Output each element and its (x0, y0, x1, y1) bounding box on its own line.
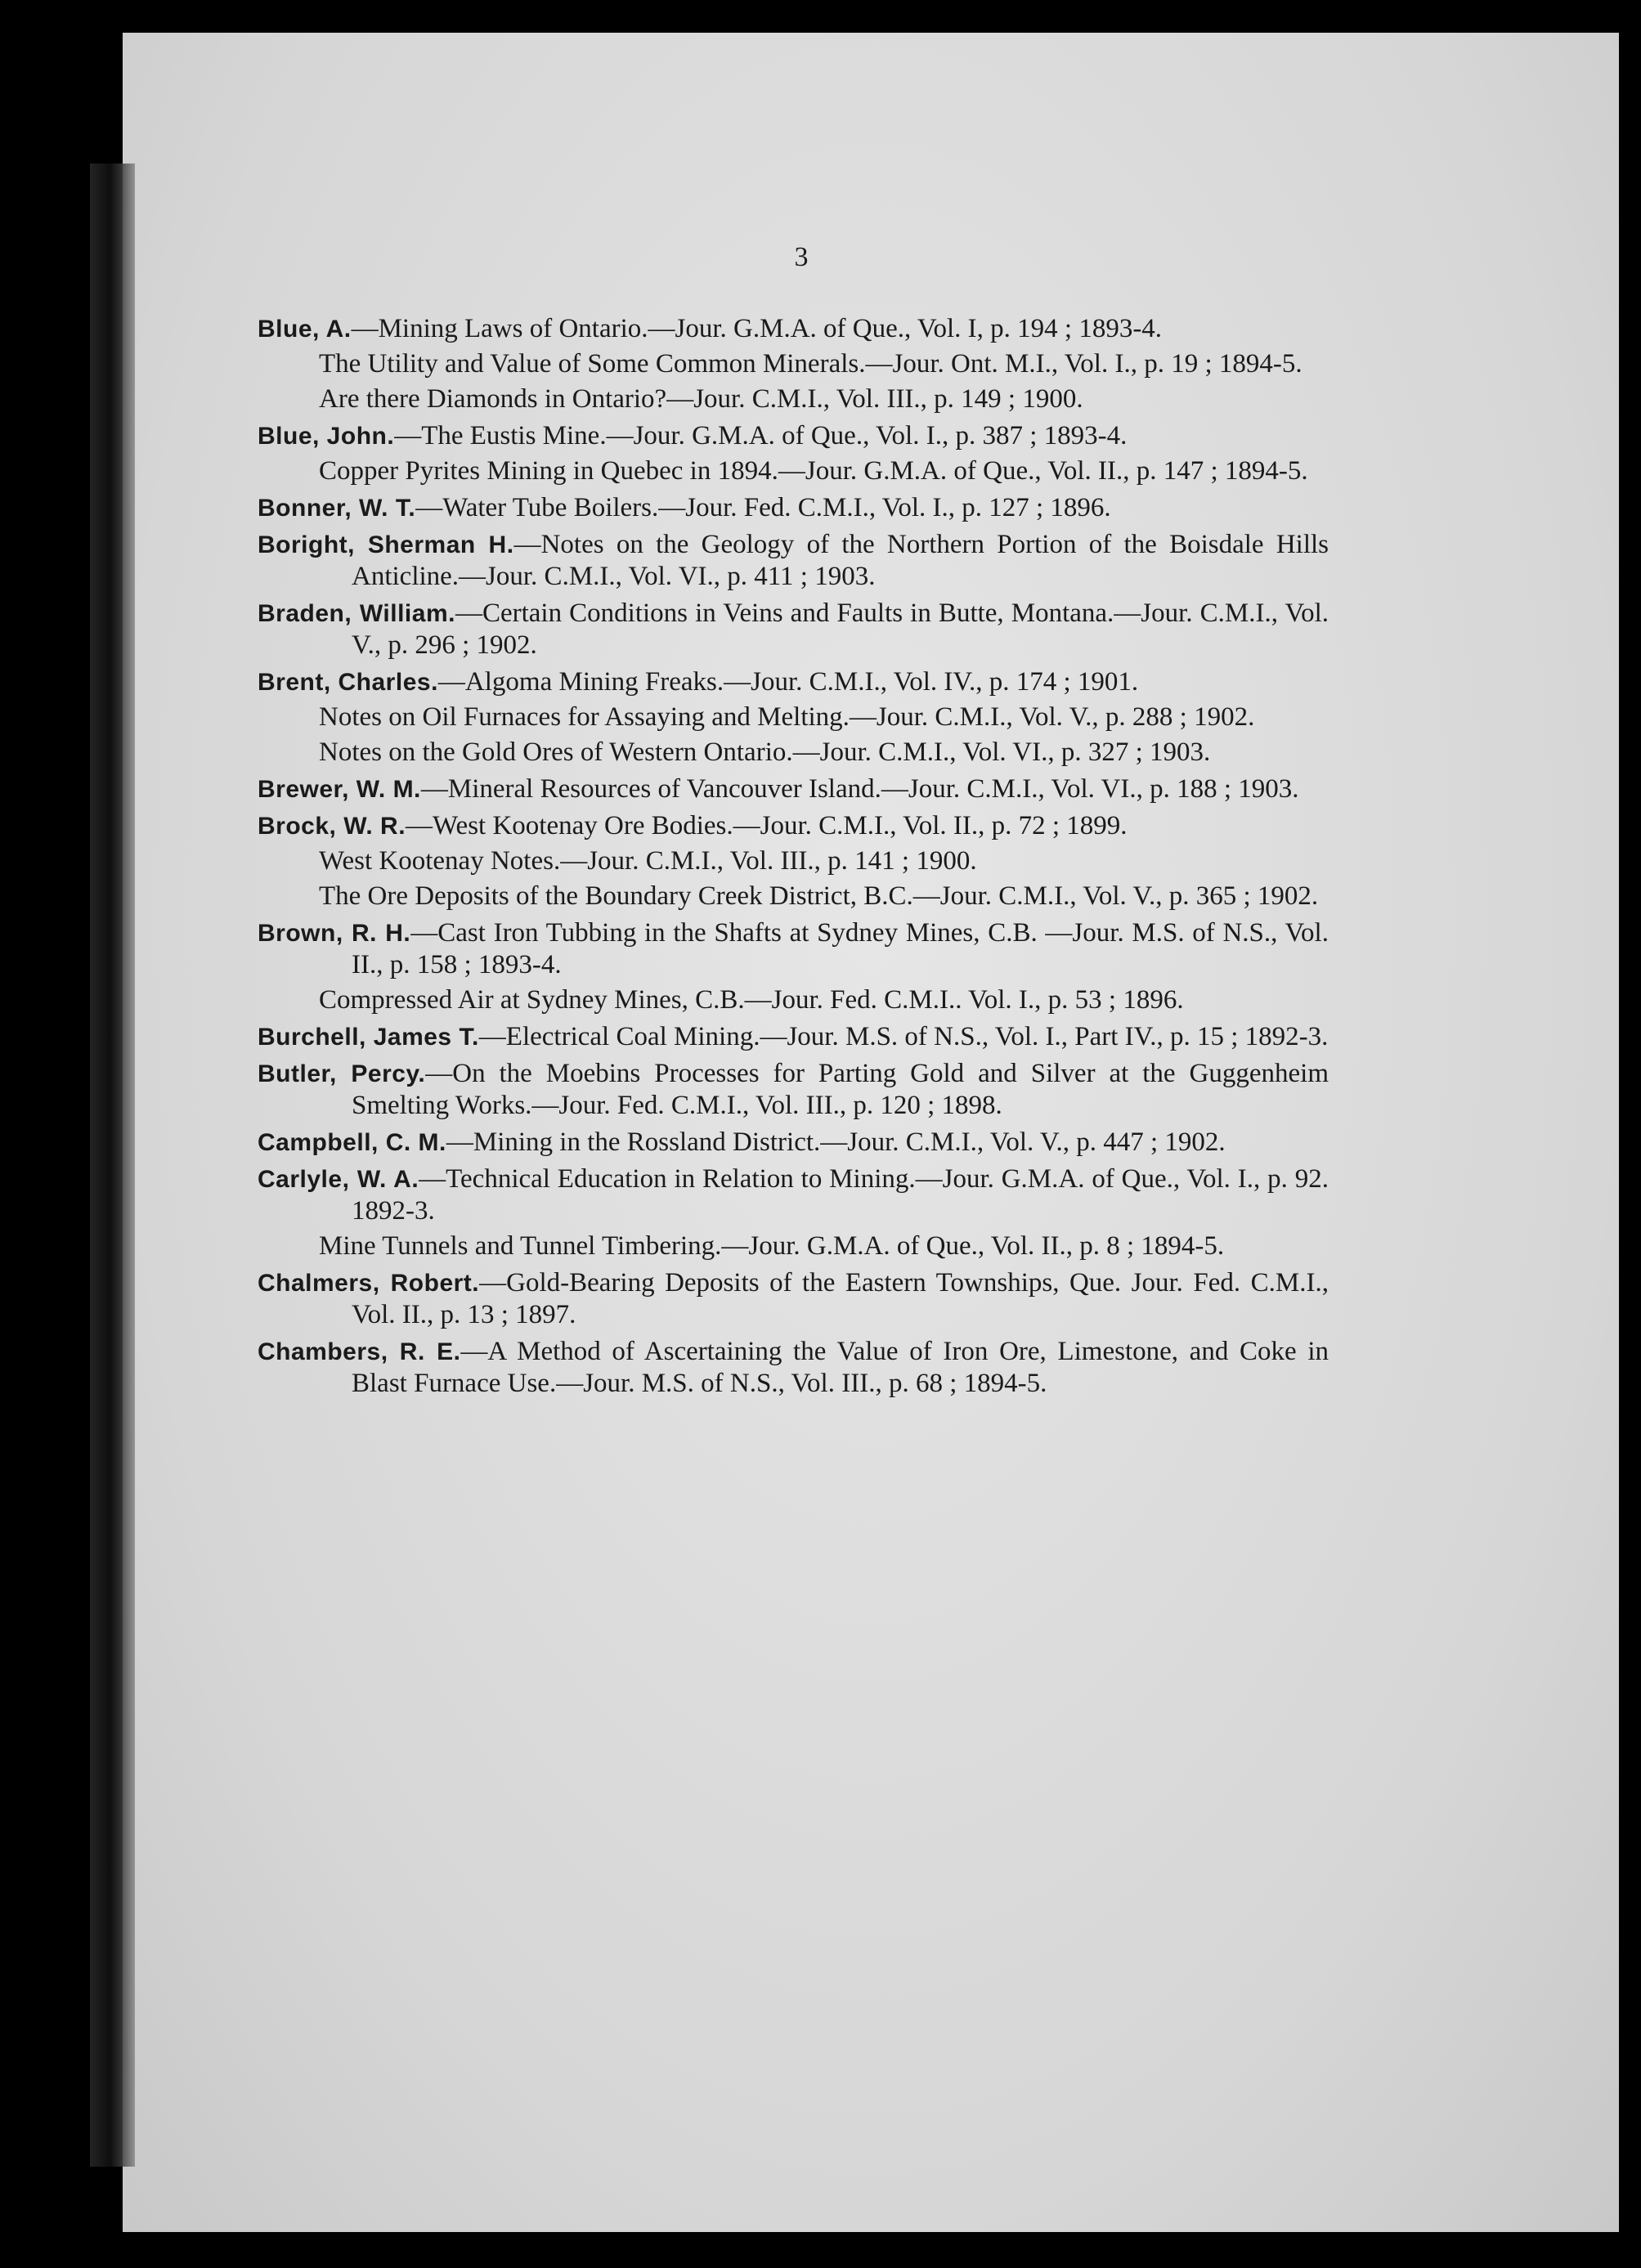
bibliography-list (258, 313, 1329, 1405)
author-name: Brewer, W. M. (258, 776, 421, 803)
work-citation: Notes on the Gold Ores of Western Ontario.—Jour. C.M.I., Vol. VI., p. 327 ; 1903. (319, 737, 1211, 767)
work-citation: —West Kootenay Ore Bodies.—Jour. C.M.I., Vol. II., p. 72 ; 1899. (406, 811, 1128, 840)
work-citation: Copper Pyrites Mining in Quebec in 1894.—Jour. G.M.A. of Que., Vol. II., p. 147 ; 1894-5. (319, 456, 1308, 486)
entry-first-work (258, 1267, 1329, 1331)
bibliography-entry (258, 598, 1329, 661)
work-citation: The Ore Deposits of the Boundary Creek District, B.C.—Jour. C.M.I., Vol. V., p. 365 ; 1902. (319, 881, 1319, 911)
bibliography-entry (258, 313, 1329, 415)
work-citation: —The Eustis Mine.—Jour. G.M.A. of Que., Vol. I., p. 387 ; 1893-4. (394, 421, 1128, 450)
work-citation: —Water Tube Boilers.—Jour. Fed. C.M.I., Vol. I., p. 127 ; 1896. (415, 493, 1111, 522)
entry-first-work (258, 917, 1329, 981)
work-citation: West Kootenay Notes.—Jour. C.M.I., Vol. III., p. 141 ; 1900. (319, 846, 977, 876)
bibliography-entry (258, 1267, 1329, 1331)
entry-first-work (258, 666, 1329, 698)
author-name: Campbell, C. M. (258, 1129, 446, 1156)
entry-additional-work (319, 984, 1329, 1016)
entry-first-work (258, 598, 1329, 661)
entry-first-work (258, 1058, 1329, 1122)
work-citation: —Notes on the Geology of the Northern Portion of the Boisdale Hills Anticline.—Jour. C.M.I., Vol. VI., p. 411 ; 1903. (352, 530, 1329, 591)
bibliography-entry (258, 666, 1329, 769)
author-name: Bonner, W. T. (258, 495, 416, 522)
work-citation: —Certain Conditions in Veins and Faults in Butte, Montana.—Jour. C.M.I., Vol. V., p. 296 ; 1902. (352, 598, 1329, 660)
entry-additional-work (319, 383, 1329, 415)
entry-additional-work (319, 845, 1329, 877)
entry-first-work (258, 529, 1329, 593)
author-name: Chambers, R. E. (258, 1338, 461, 1365)
entry-first-work (258, 1021, 1329, 1053)
work-citation: The Utility and Value of Some Common Minerals.—Jour. Ont. M.I., Vol. I., p. 19 ; 1894-5. (319, 349, 1302, 379)
author-name: Braden, William. (258, 600, 455, 627)
bibliography-entry (258, 529, 1329, 593)
bibliography-entry (258, 1021, 1329, 1053)
work-citation: Notes on Oil Furnaces for Assaying and Melting.—Jour. C.M.I., Vol. V., p. 288 ; 1902. (319, 702, 1255, 732)
bibliography-entry (258, 1127, 1329, 1159)
author-name: Brent, Charles. (258, 669, 438, 696)
author-name: Boright, Sherman H. (258, 531, 514, 558)
work-citation: —On the Moebins Processes for Parting Gold and Silver at the Guggenheim Smelting Works.—Jour. Fed. C.M.I., Vol. III., p. 120 ; 1898. (352, 1059, 1329, 1120)
work-citation: —Technical Education in Relation to Mining.—Jour. G.M.A. of Que., Vol. I., p. 92. 1892-3. (352, 1164, 1329, 1226)
bibliography-entry (258, 1163, 1329, 1262)
entry-first-work (258, 420, 1329, 452)
author-name: Blue, A. (258, 316, 352, 343)
work-citation: —Algoma Mining Freaks.—Jour. C.M.I., Vol. IV., p. 174 ; 1901. (437, 667, 1139, 697)
entry-first-work (258, 492, 1329, 524)
work-citation: —Electrical Coal Mining.—Jour. M.S. of N.S., Vol. I., Part IV., p. 15 ; 1892-3. (478, 1022, 1329, 1051)
entry-additional-work (319, 737, 1329, 769)
author-name: Brown, R. H. (258, 920, 411, 947)
work-citation: —A Method of Ascertaining the Value of Iron Ore, Limestone, and Coke in Blast Furnace Use.—Jour. M.S. of N.S., Vol. III., p. 68 ; 1894-5. (352, 1337, 1329, 1398)
entry-first-work (258, 1127, 1329, 1159)
work-citation: —Mining Laws of Ontario.—Jour. G.M.A. of Que., Vol. I, p. 194 ; 1893-4. (351, 314, 1163, 343)
bibliography-entry (258, 420, 1329, 487)
bibliography-entry (258, 917, 1329, 1016)
page-binding-edge (90, 164, 135, 2167)
entry-additional-work (319, 348, 1329, 380)
work-citation: Mine Tunnels and Tunnel Timbering.—Jour. G.M.A. of Que., Vol. II., p. 8 ; 1894-5. (319, 1231, 1225, 1261)
bibliography-entry (258, 492, 1329, 524)
author-name: Brock, W. R. (258, 813, 406, 840)
work-citation: —Gold-Bearing Deposits of the Eastern Townships, Que. Jour. Fed. C.M.I., Vol. II., p. 13 ; 1897. (352, 1268, 1329, 1329)
bibliography-entry (258, 1336, 1329, 1400)
entry-additional-work (319, 881, 1329, 912)
entry-additional-work (319, 701, 1329, 733)
page-number: 3 (794, 242, 809, 272)
author-name: Burchell, James T. (258, 1024, 479, 1051)
work-citation: Compressed Air at Sydney Mines, C.B.—Jour. Fed. C.M.I.. Vol. I., p. 53 ; 1896. (319, 985, 1184, 1015)
author-name: Blue, John. (258, 423, 395, 450)
entry-first-work (258, 1336, 1329, 1400)
work-citation: Are there Diamonds in Ontario?—Jour. C.M.I., Vol. III., p. 149 ; 1900. (319, 384, 1083, 414)
bibliography-entry (258, 773, 1329, 805)
author-name: Carlyle, W. A. (258, 1166, 419, 1193)
work-citation: —Cast Iron Tubbing in the Shafts at Sydney Mines, C.B. —Jour. M.S. of N.S., Vol. II., p. 158 ; 1893-4. (352, 918, 1329, 979)
entry-additional-work (319, 1230, 1329, 1262)
author-name: Chalmers, Robert. (258, 1270, 480, 1297)
entry-first-work (258, 810, 1329, 842)
entry-first-work (258, 773, 1329, 805)
work-citation: —Mining in the Rossland District.—Jour. C.M.I., Vol. V., p. 447 ; 1902. (446, 1127, 1226, 1157)
author-name: Butler, Percy. (258, 1060, 426, 1087)
entry-first-work (258, 1163, 1329, 1227)
bibliography-entry (258, 1058, 1329, 1122)
entry-additional-work (319, 455, 1329, 487)
entry-first-work (258, 313, 1329, 345)
bibliography-entry (258, 810, 1329, 912)
work-citation: —Mineral Resources of Vancouver Island.—Jour. C.M.I., Vol. VI., p. 188 ; 1903. (420, 774, 1299, 804)
